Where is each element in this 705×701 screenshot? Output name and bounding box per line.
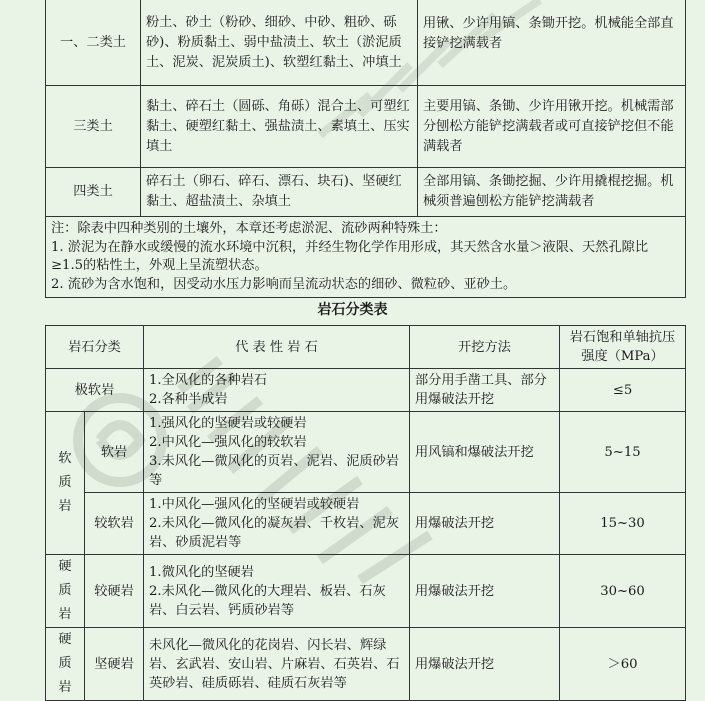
rock-method: 部分用手凿工具、部分用爆破法开挖 (410, 369, 560, 412)
rock-line: 2.各种半成岩 (149, 392, 228, 407)
rock-method: 用爆破法开挖 (410, 628, 560, 701)
rock-examples (144, 369, 410, 412)
rock-subclass: 极软岩 (46, 369, 144, 412)
soil-method: 主要用镐、条锄、少许用锹开挖。机械需部分刨松方能铲挖满载者或可直接铲挖但不能满载者 (418, 86, 686, 168)
rock-strength: 15~30 (560, 493, 686, 555)
group-label: 软质岩 (58, 451, 72, 514)
header-method: 开挖方法 (410, 326, 560, 369)
rock-subclass: 较软岩 (85, 493, 144, 555)
header-category: 岩石分类 (46, 326, 144, 369)
table-row (46, 0, 686, 86)
table-row (46, 493, 686, 555)
group-soft (46, 412, 85, 555)
rock-subclass: 较硬岩 (85, 555, 144, 628)
soil-category: 三类土 (46, 86, 141, 168)
table-row (46, 412, 686, 493)
rock-line: 2.中风化—强风化的较软岩 (149, 435, 307, 450)
soil-description: 粉土、砂土（粉砂、细砂、中砂、粗砂、砾砂)、粉质黏土、弱中盐渍土、软土（淤泥质土、泥炭、泥炭质土)、软塑红黏土、冲填土 (141, 0, 418, 86)
soil-category: 一、二类土 (46, 0, 141, 86)
group-hard (46, 555, 85, 628)
note-line: 2. 流砂为含水饱和，因受动水压力影响而呈流动状态的细砂、微粒砂、亚砂土。 (51, 276, 517, 292)
rock-strength: ≤5 (560, 369, 686, 412)
rock-line: 3.未风化—微风化的页岩、泥岩、泥质砂岩等 (149, 454, 399, 488)
rock-examples (144, 493, 410, 555)
header-rocks: 代 表 性 岩 石 (144, 326, 410, 369)
rock-table-title: 岩石分类表 (317, 302, 388, 318)
notes-row (46, 217, 686, 298)
rock-strength: ＞60 (560, 628, 686, 701)
rock-line: 1.中风化—强风化的坚硬岩或较硬岩 (149, 497, 360, 512)
table-row (46, 369, 686, 412)
soil-description: 黏土、碎石土（圆砾、角砾）混合土、可塑红黏土、硬塑红黏土、强盐渍土、素填土、压实填土 (141, 86, 418, 168)
rock-line: 1.全风化的各种岩石 (149, 373, 268, 388)
soil-description: 碎石土（卵石、碎石、漂石、块石)、坚硬红黏土、超盐渍土、杂填土 (141, 168, 418, 217)
group-label: 硬质岩 (58, 559, 72, 622)
rock-strength: 30~60 (560, 555, 686, 628)
soil-classification-table (45, 0, 686, 298)
rock-method: 用爆破法开挖 (410, 493, 560, 555)
rock-examples (144, 555, 410, 628)
rock-line: 1.微风化的坚硬岩 (149, 564, 254, 580)
soil-method: 全部用镐、条锄挖掘、少许用撬棍挖掘。机械须普遍刨松方能铲挖满载者 (418, 168, 686, 217)
group-hard-2 (46, 628, 85, 701)
note-line: 注：除表中四种类别的土壤外，本章还考虑淤泥、流砂两种特殊土： (51, 221, 447, 236)
rock-method: 用风镐和爆破法开挖 (410, 412, 560, 493)
soil-method: 用锹、少许用镐、条锄开挖。机械能全部直接铲挖满载者 (418, 0, 686, 86)
table-row (46, 628, 686, 701)
header-strength: 岩石饱和单轴抗压强度（MPa） (560, 326, 686, 369)
group-label: 硬质岩 (58, 632, 72, 695)
rock-examples: 未风化—微风化的花岗岩、闪长岩、辉绿岩、玄武岩、安山岩、片麻岩、石英岩、石英砂岩、硅质砾岩、硅质石灰岩等 (144, 628, 410, 701)
rock-line: 2.未风化—微风化的凝灰岩、千枚岩、泥灰岩、砂质泥岩等 (149, 516, 399, 550)
rock-classification-table (45, 325, 686, 701)
table-row (46, 555, 686, 628)
rock-examples (144, 412, 410, 493)
table-row (46, 168, 686, 217)
table-header-row (46, 326, 686, 369)
rock-strength: 5~15 (560, 412, 686, 493)
rock-subclass: 坚硬岩 (85, 628, 144, 701)
table-row (46, 86, 686, 168)
rock-subclass: 软岩 (85, 412, 144, 493)
soil-category: 四类土 (46, 168, 141, 217)
rock-line: 1.强风化的坚硬岩或较硬岩 (149, 416, 307, 431)
rock-line: 2.未风化—微风化的大理岩、板岩、石灰岩、白云岩、钙质砂岩等 (149, 583, 386, 618)
note-line: 1. 淤泥为在静水或缓慢的流水环境中沉积，并经生物化学作用形成，其天然含水量＞液限、天然孔隙比≥1.5的粘性土，外观上呈流塑状态。 (51, 239, 649, 273)
rock-method: 用爆破法开挖 (410, 555, 560, 628)
notes-cell (46, 217, 686, 298)
